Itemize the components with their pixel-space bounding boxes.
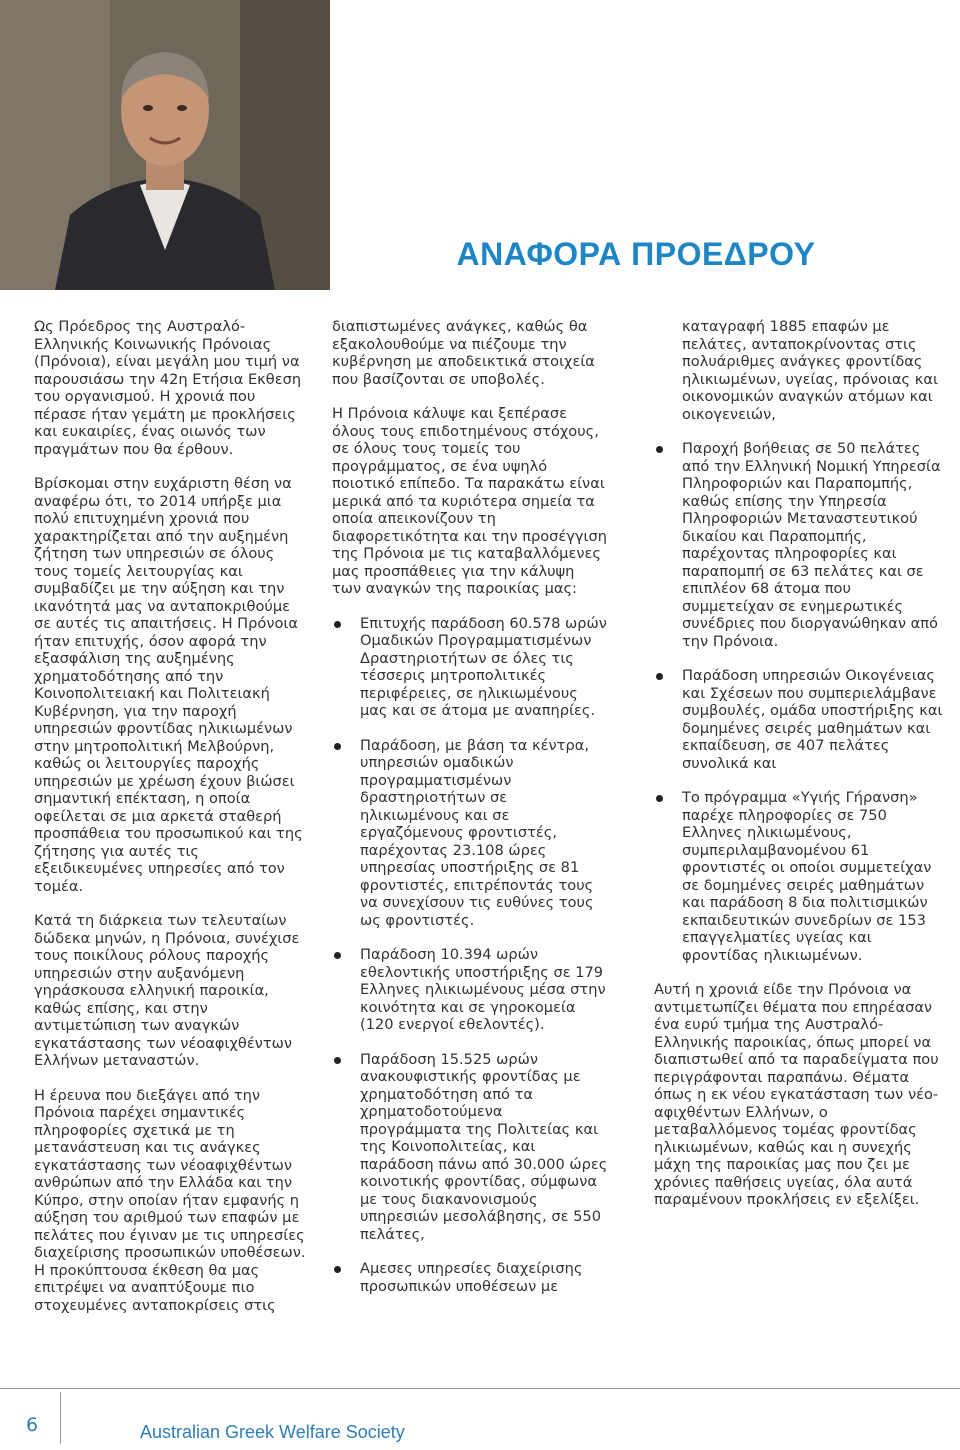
president-portrait-illustration — [0, 0, 330, 290]
president-photo — [0, 0, 330, 290]
list-item: Παράδοση 10.394 ωρών εθελοντικής υποστήριξης σε 179 Ελληνες ηλικιωμένους μέσα στην κοινότητα και σε γηροκομεία (120 ενεργοί εθελοντές). — [332, 946, 608, 1034]
list-item: Παράδοση, με βάση τα κέντρα, υπηρεσιών ομαδικών προγραμματισμένων δραστηριοτήτων σε ηλικιωμένους και σε εργαζόμενους φροντιστές, παρέχοντας 23.108 ώρες υπηρεσίας υποστήριξης σε 81 φροντιστές, επιτρέποντάς τους να συνεχίσουν τις ευθύνες τους ως φροντιστές. — [332, 737, 608, 930]
paragraph: Ως Πρόεδρος της Αυστραλό-Ελληνικής Κοινωνικής Πρόνοιας (Πρόνοια), είναι μεγάλη μου τιμή να παρουσιάσω την 42η Ετήσια Εκθεση του οργανισμού. Η χρονιά που πέρασε ήταν γεμάτη με προκλήσεις και ευκαιρίες, ένας οιωνός των πραγμάτων που θα έρθουν. — [34, 318, 302, 458]
list-item: Επιτυχής παράδοση 60.578 ωρών Ομαδικών Προγραμματισμένων Δραστηριοτήτων σε όλες τις τέσσερις μητροπολιτικές περιφέρειες, σε ηλικιωμένους μας και σε άτομα με αναπηρίες. — [332, 615, 608, 720]
list-item: Παράδοση 15.525 ωρών ανακουφιστικής φροντίδας με χρηματοδότηση από τα χρηματοδοτούμενα προγράμματα της Πολιτείας και της Κοινοπολιτείας, και παράδοση πάνω από 30.000 ώρες κοινοτικής φροντίδας, σύμφωνα με τους διακανονισμούς υπηρεσιών μεσολάβησης, σε 550 πελάτες, — [332, 1051, 608, 1244]
paragraph: Η Πρόνοια κάλυψε και ξεπέρασε όλους τους επιδοτημένους στόχους, σε όλους τους τομείς του προγράμματος, σε ένα υψηλό ποιοτικό επίπεδο. Τα παρακάτω είναι μερικά από τα κυριότερα σημεία τα οποία απεικονίζουν τη διαφορετικότητα και την προσέγγιση της Πρόνοια με τις καταβαλλόμενες μας προσπάθειες για την κάλυψη των αναγκών της παροικίας μας: — [332, 405, 607, 597]
list-item: Παράδοση υπηρεσιών Οικογένειας και Σχέσεων που συμπεριελάμβανε συμβουλές, ομάδα υποστήριξης και δομημένες σειρές μαθημάτων και εκπαίδευση, σε 407 πελάτες συνολικά και — [654, 667, 946, 772]
column-1 — [34, 318, 306, 1331]
paragraph: Η έρευνα που διεξάγει από την Πρόνοια παρέχει σημαντικές πληροφορίες σχετικά με τη μετανάστευση και τις ανάγκες εγκατάστασης των νέοαφιχθέντων ανθρώπων από την Ελλάδα και την Κύπρο, στην οποίαν ήταν εμφανής η αύξηση του αριθμού των επαφών με πελάτες που έγιναν με τις υπηρεσίες διαχείρισης προσωπικών υποθέσεων. Η προκύπτουσα έκθεση θα μας επιτρέψει να αναπτύξουμε πιο στοχευμένες ανταποκρίσεις στις — [34, 1086, 306, 1314]
paragraph: διαπιστωμένες ανάγκες, καθώς θα εξακολουθούμε να πιέζουμε την κυβέρνηση με αποδεικτικά στοιχεία που βασίζονται σε υποβολές. — [332, 318, 595, 388]
list-item: Παροχή βοήθειας σε 50 πελάτες από την Ελληνική Νομική Υπηρεσία Πληροφοριών και Παραπομπής, καθώς επίσης την Υπηρεσία Πληροφοριών Μεταναστευτικού δικαίου και Παραπομπής, παρέχοντας πληροφορίες και παραπομπή σε 63 πελάτες και σε επιπλέον 68 άτομα που συμμετείχαν σε ενημερωτικές συνέδριες που διοργανώθηκαν από την Πρόνοια. — [654, 440, 946, 650]
paragraph: Κατά τη διάρκεια των τελευταίων δώδεκα μηνών, η Πρόνοια, συνέχισε τους ποικίλους ρόλους παροχής υπηρεσιών στην αυξανόμενη γηράσκουσα ελληνική παροικία, καθώς επίσης, και στην αντιμετώπιση των αναγκών εγκατάστασης των νέοαφιχθέντων Ελλήνων μεταναστών. — [34, 912, 300, 1069]
paragraph: Βρίσκομαι στην ευχάριστη θέση να αναφέρω ότι, το 2014 υπήρξε μια πολύ επιτυχημένη χρονιά που χαρακτηρίζεται από την αυξημένη ζήτηση των υπηρεσιών σε όλους τους τομείς λειτουργίας και συμβαδίζει με την αύξηση και την ικανότητά μας να ανταποκριθούμε σε αυτές τις απαιτήσεις. Η Πρόνοια ήταν επιτυχής, όσον αφορά την εξασφάλιση της αυξημένης χρηματοδότησης από την Κοινοπολιτειακή και Πολιτειακή Κυβέρνηση, για την παροχή υπηρεσιών φροντίδας ηλικιωμένων στην μητροπολιτική Μελβούρνη, καθώς οι λειτουργίες παροχής υπηρεσιών με χρέωση έχουν βιώσει σημαντική επέκταση, η οποία οφείλεται σε μια αρκετά σταθερή προσπάθεια του προσωπικού και της ζήτησης για αυτές τις εξειδικευμένες υπηρεσίες από τον τομέα. — [34, 475, 303, 895]
page-number: 6 — [26, 1414, 39, 1436]
list-item: Το πρόγραμμα «Υγιής Γήρανση» παρέχε πληροφορίες σε 750 Ελληνες ηλικιωμένους, συμπεριλαμβανομένου 61 φροντιστές οι οποίοι συμμετείχαν σε δομημένες σειρές μαθημάτων και παράδοση 8 δια πολιτισμικών εκπαιδευτικών συνεδρίων σε 153 επαγγελματίες υγείας και φροντίδας ηλικιωμένων. — [654, 789, 946, 964]
highlights-list — [332, 615, 608, 1296]
column-3 — [654, 318, 946, 1226]
column-2 — [332, 318, 608, 1312]
paragraph: Αυτή η χρονιά είδε την Πρόνοια να αντιμετωπίζει θέματα που επηρέασαν ένα ευρύ τμήμα της Αυστραλό-Ελληνικής παροικίας, όπως μπορεί να διαπιστωθεί από τα παραδείγματα που περιγράφονται παραπάνω. Θέματα όπως η εκ νέου εγκατάσταση των νέο-αφιχθέντων Ελλήνων, ο μεταβαλλόμενος τομέας φροντίδας ηλικιωμένων, καθώς και η συνεχής μάχη της παροικίας μας που ζει με χρόνιες παθήσεις υγείας, όλα αυτά παραμένουν προκλήσεις εν εξελίξει. — [654, 981, 939, 1208]
paragraph: καταγραφή 1885 επαφών με πελάτες, ανταποκρίνοντας στις πολυάριθμες ανάγκες φροντίδας ηλικιωμένων, υγείας, πρόνοιας και οικονομικών αναγκών ατόμων και οικογενειών, — [682, 318, 938, 423]
organization-name: Australian Greek Welfare Society — [140, 1422, 405, 1442]
footer-divider — [0, 1388, 960, 1389]
highlights-list-continued — [654, 440, 946, 964]
page-title: ΑΝΑΦΟΡΑ ΠΡΟΕΔΡΟΥ — [456, 236, 816, 272]
list-item: Αμεσες υπηρεσίες διαχείρισης προσωπικών υποθέσεων με — [332, 1260, 608, 1295]
